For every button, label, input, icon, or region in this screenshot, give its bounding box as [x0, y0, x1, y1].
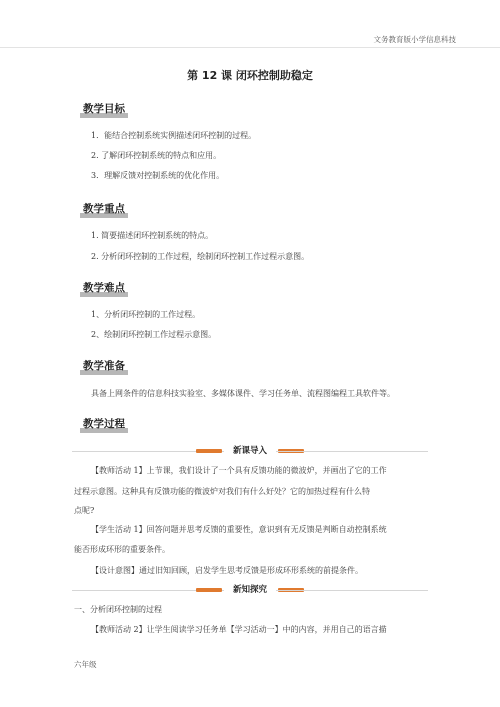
goal-item: 1．能结合控制系统实例描述闭环控制的过程。 — [91, 131, 257, 140]
explore-subheading: 一、分析闭环控制的过程 — [74, 605, 162, 614]
key-point-item: 2. 分析闭环控制的工作过程，绘制闭环控制工作过程示意图。 — [91, 252, 310, 261]
section-title-preparation: 教学准备 — [80, 358, 128, 375]
goal-item: 3．理解反馈对控制系统的优化作用。 — [91, 171, 225, 180]
teacher-activity-1-line: 点呢? — [74, 506, 95, 515]
section-title-difficulties: 教学难点 — [80, 280, 128, 297]
intro-banner — [72, 444, 428, 458]
section-title-goals: 教学目标 — [80, 101, 128, 118]
footer-grade: 六年级 — [74, 660, 97, 669]
teacher-activity-2-line: 【教师活动 2】让学生阅读学习任务单【学习活动一】中的内容，并用自己的语言描 — [91, 625, 387, 634]
design-intent: 【设计意图】通过旧知回顾，启发学生思考反馈是形成环形系统的前提条件。 — [91, 566, 363, 575]
banner-rule-right — [276, 451, 428, 452]
intro-banner-label: 新课导入 — [232, 446, 267, 456]
lesson-title: 第 12 课 闭环控制助稳定 — [187, 69, 313, 82]
explore-banner-label: 新知探究 — [232, 585, 267, 595]
student-activity-1-line: 能否形成环形的重要条件。 — [74, 545, 170, 554]
difficulty-item: 1、分析闭环控制的工作过程。 — [91, 310, 201, 319]
goal-item: 2. 了解闭环控制系统的特点和应用。 — [91, 151, 222, 160]
banner-rule-right — [276, 590, 428, 591]
teacher-activity-1-line: 【教师活动 1】上节课，我们设计了一个具有反馈功能的微波炉，并画出了它的工作 — [91, 466, 387, 475]
key-point-item: 1. 简要描述闭环控制系统的特点。 — [91, 231, 214, 240]
header-publisher-note: 文务教育版小学信息科技 — [373, 35, 456, 44]
preparation-text: 具备上网条件的信息科技实验室、多媒体课件、学习任务单、流程图编程工具软件等。 — [91, 389, 395, 398]
header-divider — [0, 47, 500, 48]
difficulty-item: 2、绘制闭环控制工作过程示意图。 — [91, 330, 217, 339]
explore-banner — [72, 583, 428, 597]
teacher-activity-1-line: 过程示意图。这种具有反馈功能的微波炉对我们有什么好处？它的加热过程有什么特 — [74, 487, 370, 496]
section-title-key-points: 教学重点 — [80, 201, 128, 218]
student-activity-1-line: 【学生活动 1】回答问题并思考反馈的重要性，意识到有无反馈是判断自动控制系统 — [91, 525, 387, 534]
section-title-process: 教学过程 — [80, 416, 128, 433]
